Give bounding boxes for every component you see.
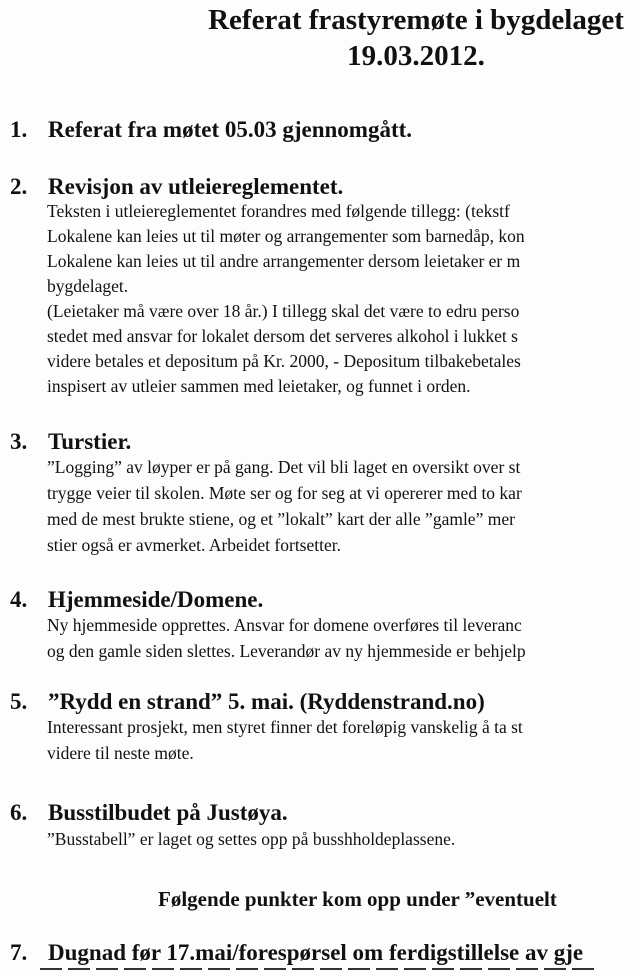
- item-title: Turstier.: [48, 429, 132, 454]
- item-3-heading: [10, 429, 131, 455]
- item-2-line: Teksten i utleiereglementet forandres med følgende tillegg: (tekstf: [47, 201, 510, 221]
- item-2-line: Lokalene kan leies ut til andre arrangementer dersom leietaker er m: [47, 251, 521, 271]
- item-5-heading: [10, 689, 485, 715]
- document-title: [0, 2, 640, 74]
- eventuelt-heading: Følgende punkter kom opp under ”eventuelt: [158, 887, 557, 911]
- item-6-heading: [10, 800, 288, 826]
- item-2-line: Lokalene kan leies ut til møter og arrangementer som barnedåp, kon: [47, 226, 525, 246]
- item-2-line: (Leietaker må være over 18 år.) I tillegg skal det være to edru perso: [47, 301, 520, 321]
- item-4-line: Ny hjemmeside opprettes. Ansvar for domene overføres til leveranc: [47, 615, 522, 635]
- item-title: Dugnad før 17.mai/forespørsel om ferdigstillelse av gje: [48, 940, 584, 965]
- item-3-line: med de mest brukte stiene, og et ”lokalt” kart der alle ”gamle” mer: [47, 509, 515, 529]
- item-number: 6.: [10, 800, 28, 825]
- item-3-line: stier også er avmerket. Arbeidet fortsetter.: [47, 535, 341, 555]
- item-number: 1.: [10, 117, 28, 142]
- title-date: 19.03.2012.: [347, 40, 485, 72]
- item-number: 7.: [10, 940, 28, 965]
- item-5-line: Interessant prosjekt, men styret finner det foreløpig vanskelig å ta st: [47, 717, 523, 737]
- item-2-line: videre betales et depositum på Kr. 2000, - Depositum tilbakebetales: [47, 351, 521, 371]
- item-4-line: og den gamle siden slettes. Leverandør av ny hjemmeside er behjelp: [47, 641, 526, 661]
- item-title: Busstilbudet på Justøya.: [48, 800, 288, 825]
- item-title: Referat fra møtet 05.03 gjennomgått.: [48, 117, 413, 142]
- item-6-line: ”Busstabell” er laget og settes opp på busshholdeplassene.: [47, 829, 456, 849]
- item-3-line: trygge veier til skolen. Møte ser og for seg at vi opererer med to kar: [47, 483, 522, 503]
- item-7-heading: [10, 940, 583, 966]
- item-2-line: stedet med ansvar for lokalet dersom det serveres alkohol i lukket s: [47, 326, 518, 346]
- item-5-line: videre til neste møte.: [47, 743, 194, 763]
- item-number: 2.: [10, 174, 28, 199]
- item-number: 3.: [10, 429, 28, 454]
- item-2-heading: [10, 174, 343, 200]
- item-2-line: bygdelaget.: [47, 276, 129, 296]
- item-number: 4.: [10, 587, 28, 612]
- item-4-heading: [10, 587, 263, 613]
- item-number: 5.: [10, 689, 28, 714]
- item-3-line: ”Logging” av løyper er på gang. Det vil bli laget en oversikt over st: [47, 457, 521, 477]
- title-line-1: Referat frastyremøte i bygdelaget: [208, 4, 624, 36]
- item-2-line: inspisert av utleier sammen med leietaker, og funnet i orden.: [47, 376, 471, 396]
- cut-off-text-fragment: [40, 968, 640, 976]
- item-1-heading: [10, 117, 412, 143]
- item-title: Revisjon av utleiereglementet.: [48, 174, 344, 199]
- item-title: Hjemmeside/Domene.: [48, 587, 264, 612]
- item-title: ”Rydd en strand” 5. mai. (Ryddenstrand.no): [48, 689, 485, 714]
